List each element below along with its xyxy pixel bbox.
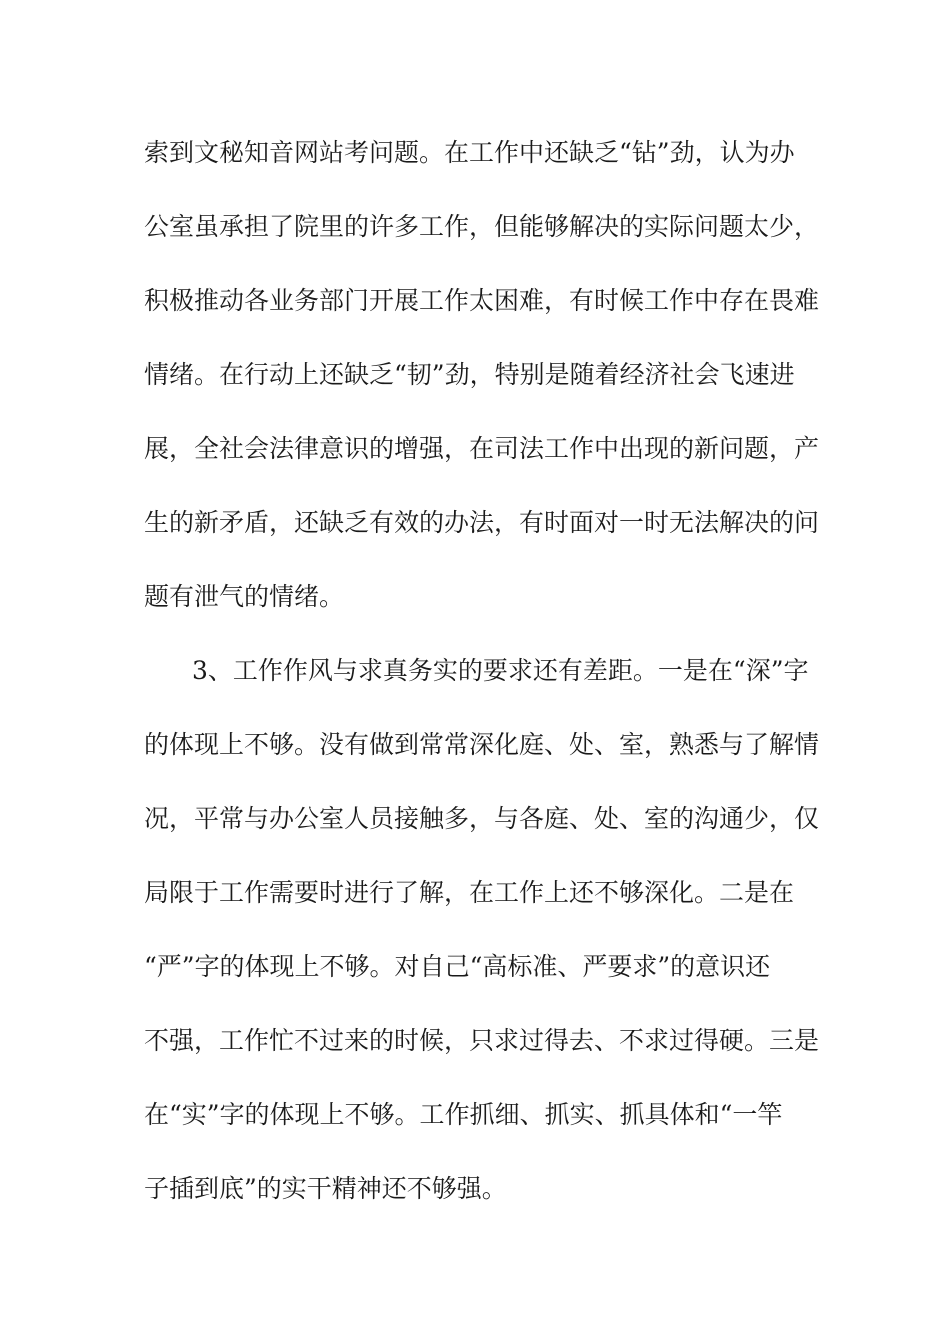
text-line: 积极推动各业务部门开展工作太困难，有时候工作中存在畏难 xyxy=(144,286,820,315)
text-line: 展，全社会法律意识的增强，在司法工作中出现的新问题，产 xyxy=(144,434,820,463)
text-line: 生的新矛盾，还缺乏有效的办法，有时面对一时无法解决的问 xyxy=(144,508,820,537)
text-line: 况，平常与办公室人员接触多，与各庭、处、室的沟通少，仅 xyxy=(144,804,820,833)
text-line: 子插到底”的实干精神还不够强。 xyxy=(144,1174,507,1203)
text-line: 情绪。在行动上还缺乏“韧”劲，特别是随着经济社会飞速进 xyxy=(144,360,795,389)
text-line: 不强，工作忙不过来的时候，只求过得去、不求过得硬。三是 xyxy=(144,1026,820,1055)
text-line: 局限于工作需要时进行了解，在工作上还不够深化。二是在 xyxy=(144,878,795,907)
text-line: “严”字的体现上不够。对自己“高标准、严要求”的意识还 xyxy=(144,952,771,981)
text-line: 在“实”字的体现上不够。工作抓细、抓实、抓具体和“一竿 xyxy=(144,1100,783,1129)
text-line: 题有泄气的情绪。 xyxy=(144,582,345,611)
text-line: 公室虽承担了院里的许多工作，但能够解决的实际问题太少， xyxy=(144,212,820,241)
text-line: 的体现上不够。没有做到常常深化庭、处、室，熟悉与了解情 xyxy=(144,730,820,759)
text-line: 索到文秘知音网站考问题。在工作中还缺乏“钻”劲，认为办 xyxy=(144,138,795,167)
paragraph-first-line: 3、工作作风与求真务实的要求还有差距。一是在“深”字 xyxy=(192,656,809,685)
